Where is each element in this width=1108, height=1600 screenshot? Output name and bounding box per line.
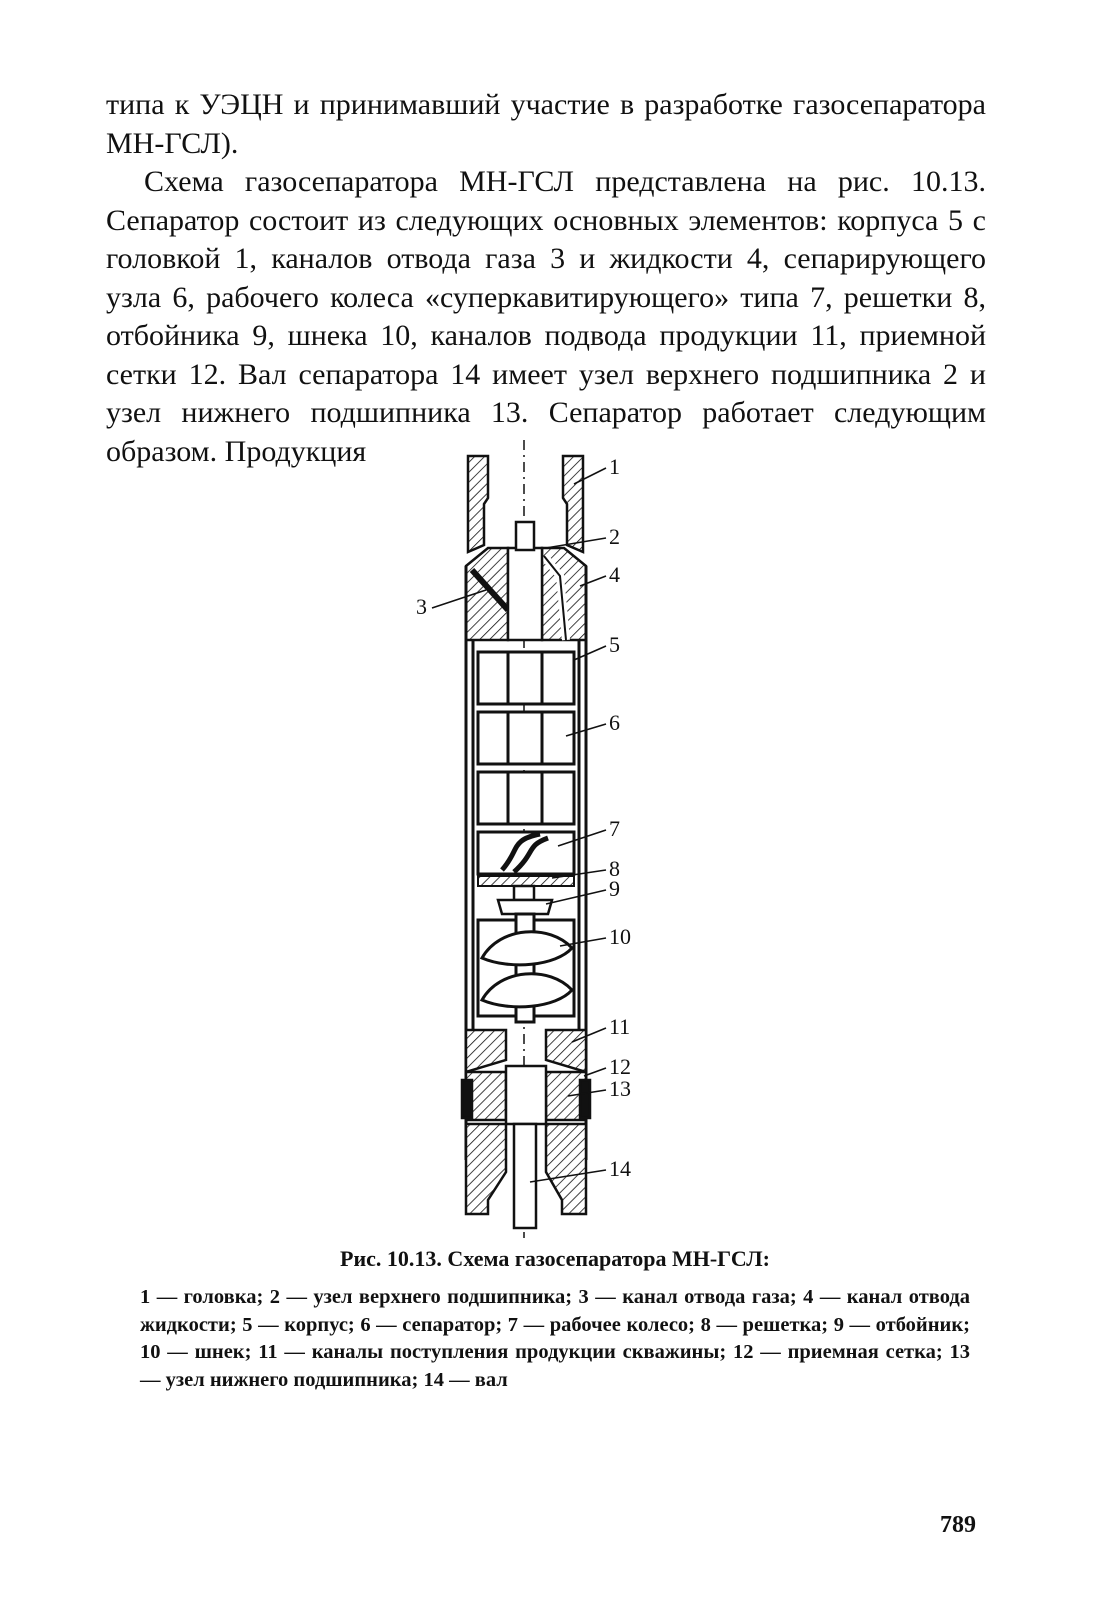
label-5: 5	[609, 632, 620, 657]
label-9: 9	[609, 876, 620, 901]
label-1: 1	[609, 454, 620, 479]
body-text	[106, 86, 986, 471]
auger	[478, 914, 574, 1022]
label-10: 10	[609, 924, 631, 949]
deflector	[498, 886, 552, 914]
label-4: 4	[609, 562, 620, 587]
caption-legend: 1 — головка; 2 — узел верхнего подшипника; 3 — канал отвода газа; 4 — канал отвода жидкости; 5 — корпус; 6 — сепаратор; 7 — рабочее колесо; 8 — решетка; 9 — отбойник; 10 — шнек; 11 — каналы поступления продукции скважины; 12 — приемная сетка; 13 — узел нижнего подшипника; 14 — вал	[140, 1286, 970, 1391]
separator-blocks	[478, 652, 574, 824]
caption-title: Рис. 10.13. Схема газосепаратора МН-ГСЛ:	[340, 1246, 770, 1271]
label-6: 6	[609, 710, 620, 735]
label-8: 8	[609, 856, 620, 881]
label-12: 12	[609, 1054, 631, 1079]
figure-caption	[140, 1244, 970, 1394]
label-11: 11	[609, 1014, 631, 1039]
label-13: 13	[609, 1076, 631, 1101]
gas-separator-diagram	[380, 430, 680, 1240]
page-number: 789	[940, 1512, 976, 1538]
label-2: 2	[609, 524, 620, 549]
paragraph-continuation: типа к УЭЦН и принимавший участие в разработке газосепаратора МН-ГСЛ).	[106, 88, 986, 160]
impeller	[478, 832, 574, 874]
label-3: 3	[416, 594, 427, 619]
paragraph-separator-description: Схема газосепаратора МН-ГСЛ представлена на рис. 10.13. Сепаратор состоит из следующих основных элементов: корпуса 5 с головкой 1, каналов отвода газа 3 и жидкости 4, сепарирующего узла 6, рабочего колеса «суперкавитирующего» типа 7, решетки 8, отбойника 9, шнека 10, каналов подвода продукции 11, приемной сетки 12. Вал сепаратора 14 имеет узел верхнего подшипника 2 и узел нижнего подшипника 13. Сепаратор работает следующим образом. Продукция	[106, 165, 986, 468]
label-14: 14	[609, 1156, 631, 1181]
label-7: 7	[609, 816, 620, 841]
